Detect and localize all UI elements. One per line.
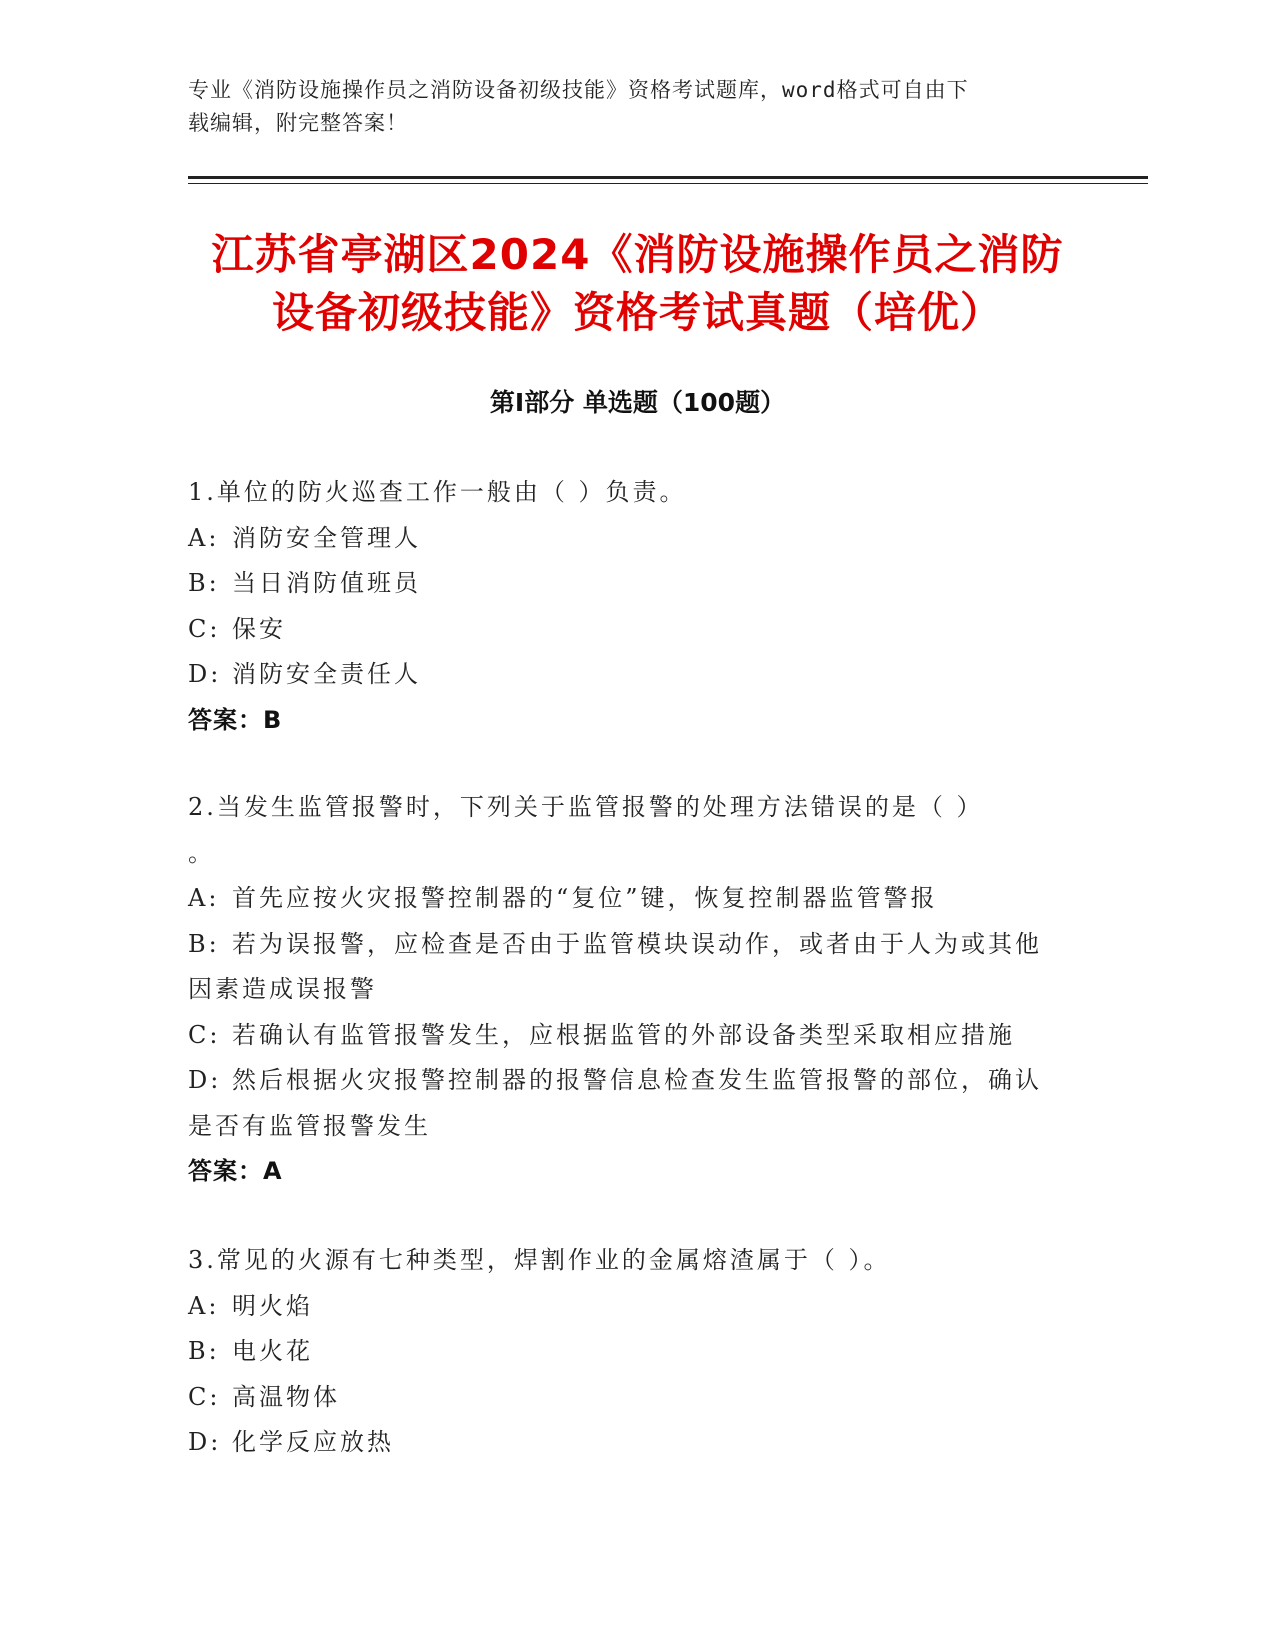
option-text: 若确认有监管报警发生，应根据监管的外部设备类型采取相应措施: [232, 1020, 1015, 1049]
question-option-b: [188, 1329, 1068, 1375]
option-text: 然后根据火灾报警控制器的报警信息检查发生监管报警的部位，确认是否有监管报警发生: [188, 1066, 1042, 1140]
section-title: 第Ⅰ部分 单选题（100题）: [489, 388, 786, 417]
document-title: [150, 226, 1125, 342]
option-prefix: B:: [188, 1337, 220, 1365]
option-prefix: C:: [188, 1020, 221, 1049]
option-prefix: B:: [188, 569, 220, 597]
question-1: [188, 470, 1068, 743]
question-option-a: [188, 516, 1068, 562]
option-text: 化学反应放热: [232, 1428, 394, 1456]
header-note-line-1: 专业《消防设施操作员之消防设备初级技能》资格考试题库，word格式可自由下: [188, 78, 969, 102]
option-prefix: A:: [188, 523, 220, 552]
option-text: 当日消防值班员: [232, 569, 421, 597]
question-stem: 2.当发生监管报警时，下列关于监管报警的处理方法错误的是（ ）: [188, 793, 984, 821]
question-option-c: [188, 607, 1068, 653]
document-title-line-1: 江苏省亭湖区2024《消防设施操作员之消防: [211, 230, 1064, 279]
option-prefix: C:: [188, 614, 221, 643]
option-prefix: D:: [188, 1428, 222, 1456]
question-stem: 1.单位的防火巡查工作一般由（ ）负责。: [188, 478, 687, 506]
question-option-b: [188, 922, 1068, 1013]
option-text: 高温物体: [232, 1382, 340, 1411]
question-stem-continuation: 。: [188, 838, 215, 867]
header-note-line-2: 载编辑，附完整答案！: [188, 111, 408, 135]
question-answer: 答案：A: [188, 1157, 283, 1185]
option-text: 若为误报警，应检查是否由于监管模块误动作，或者由于人为或其他因素造成误报警: [188, 929, 1042, 1003]
question-option-d: [188, 1420, 1068, 1466]
option-prefix: B:: [188, 929, 220, 958]
option-text: 消防安全责任人: [232, 660, 421, 688]
header-divider-thin: [188, 183, 1148, 184]
header-note: [188, 74, 1068, 140]
header-divider-thick: [188, 176, 1148, 179]
option-text: 明火焰: [232, 1291, 313, 1320]
option-text: 首先应按火灾报警控制器的“复位”键，恢复控制器监管警报: [232, 884, 938, 912]
question-stem: 3.常见的火源有七种类型，焊割作业的金属熔渣属于（ ）。: [188, 1246, 891, 1274]
question-3: [188, 1238, 1068, 1466]
option-prefix: D:: [188, 660, 222, 688]
option-text: 保安: [232, 614, 286, 643]
option-prefix: A:: [188, 884, 220, 912]
question-option-c: [188, 1375, 1068, 1421]
question-option-d: [188, 652, 1068, 698]
document-title-line-2: 设备初级技能》资格考试真题（培优）: [271, 288, 1003, 337]
question-option-d: [188, 1058, 1068, 1149]
option-text: 电火花: [232, 1337, 313, 1365]
question-option-a: [188, 1284, 1068, 1330]
option-prefix: D:: [188, 1066, 222, 1094]
question-2: [188, 785, 1068, 1195]
option-prefix: A:: [188, 1291, 220, 1320]
question-answer: 答案：B: [188, 705, 283, 734]
question-option-c: [188, 1013, 1068, 1059]
option-prefix: C:: [188, 1382, 221, 1411]
question-option-a: [188, 876, 1068, 922]
question-option-b: [188, 561, 1068, 607]
option-text: 消防安全管理人: [232, 523, 421, 552]
